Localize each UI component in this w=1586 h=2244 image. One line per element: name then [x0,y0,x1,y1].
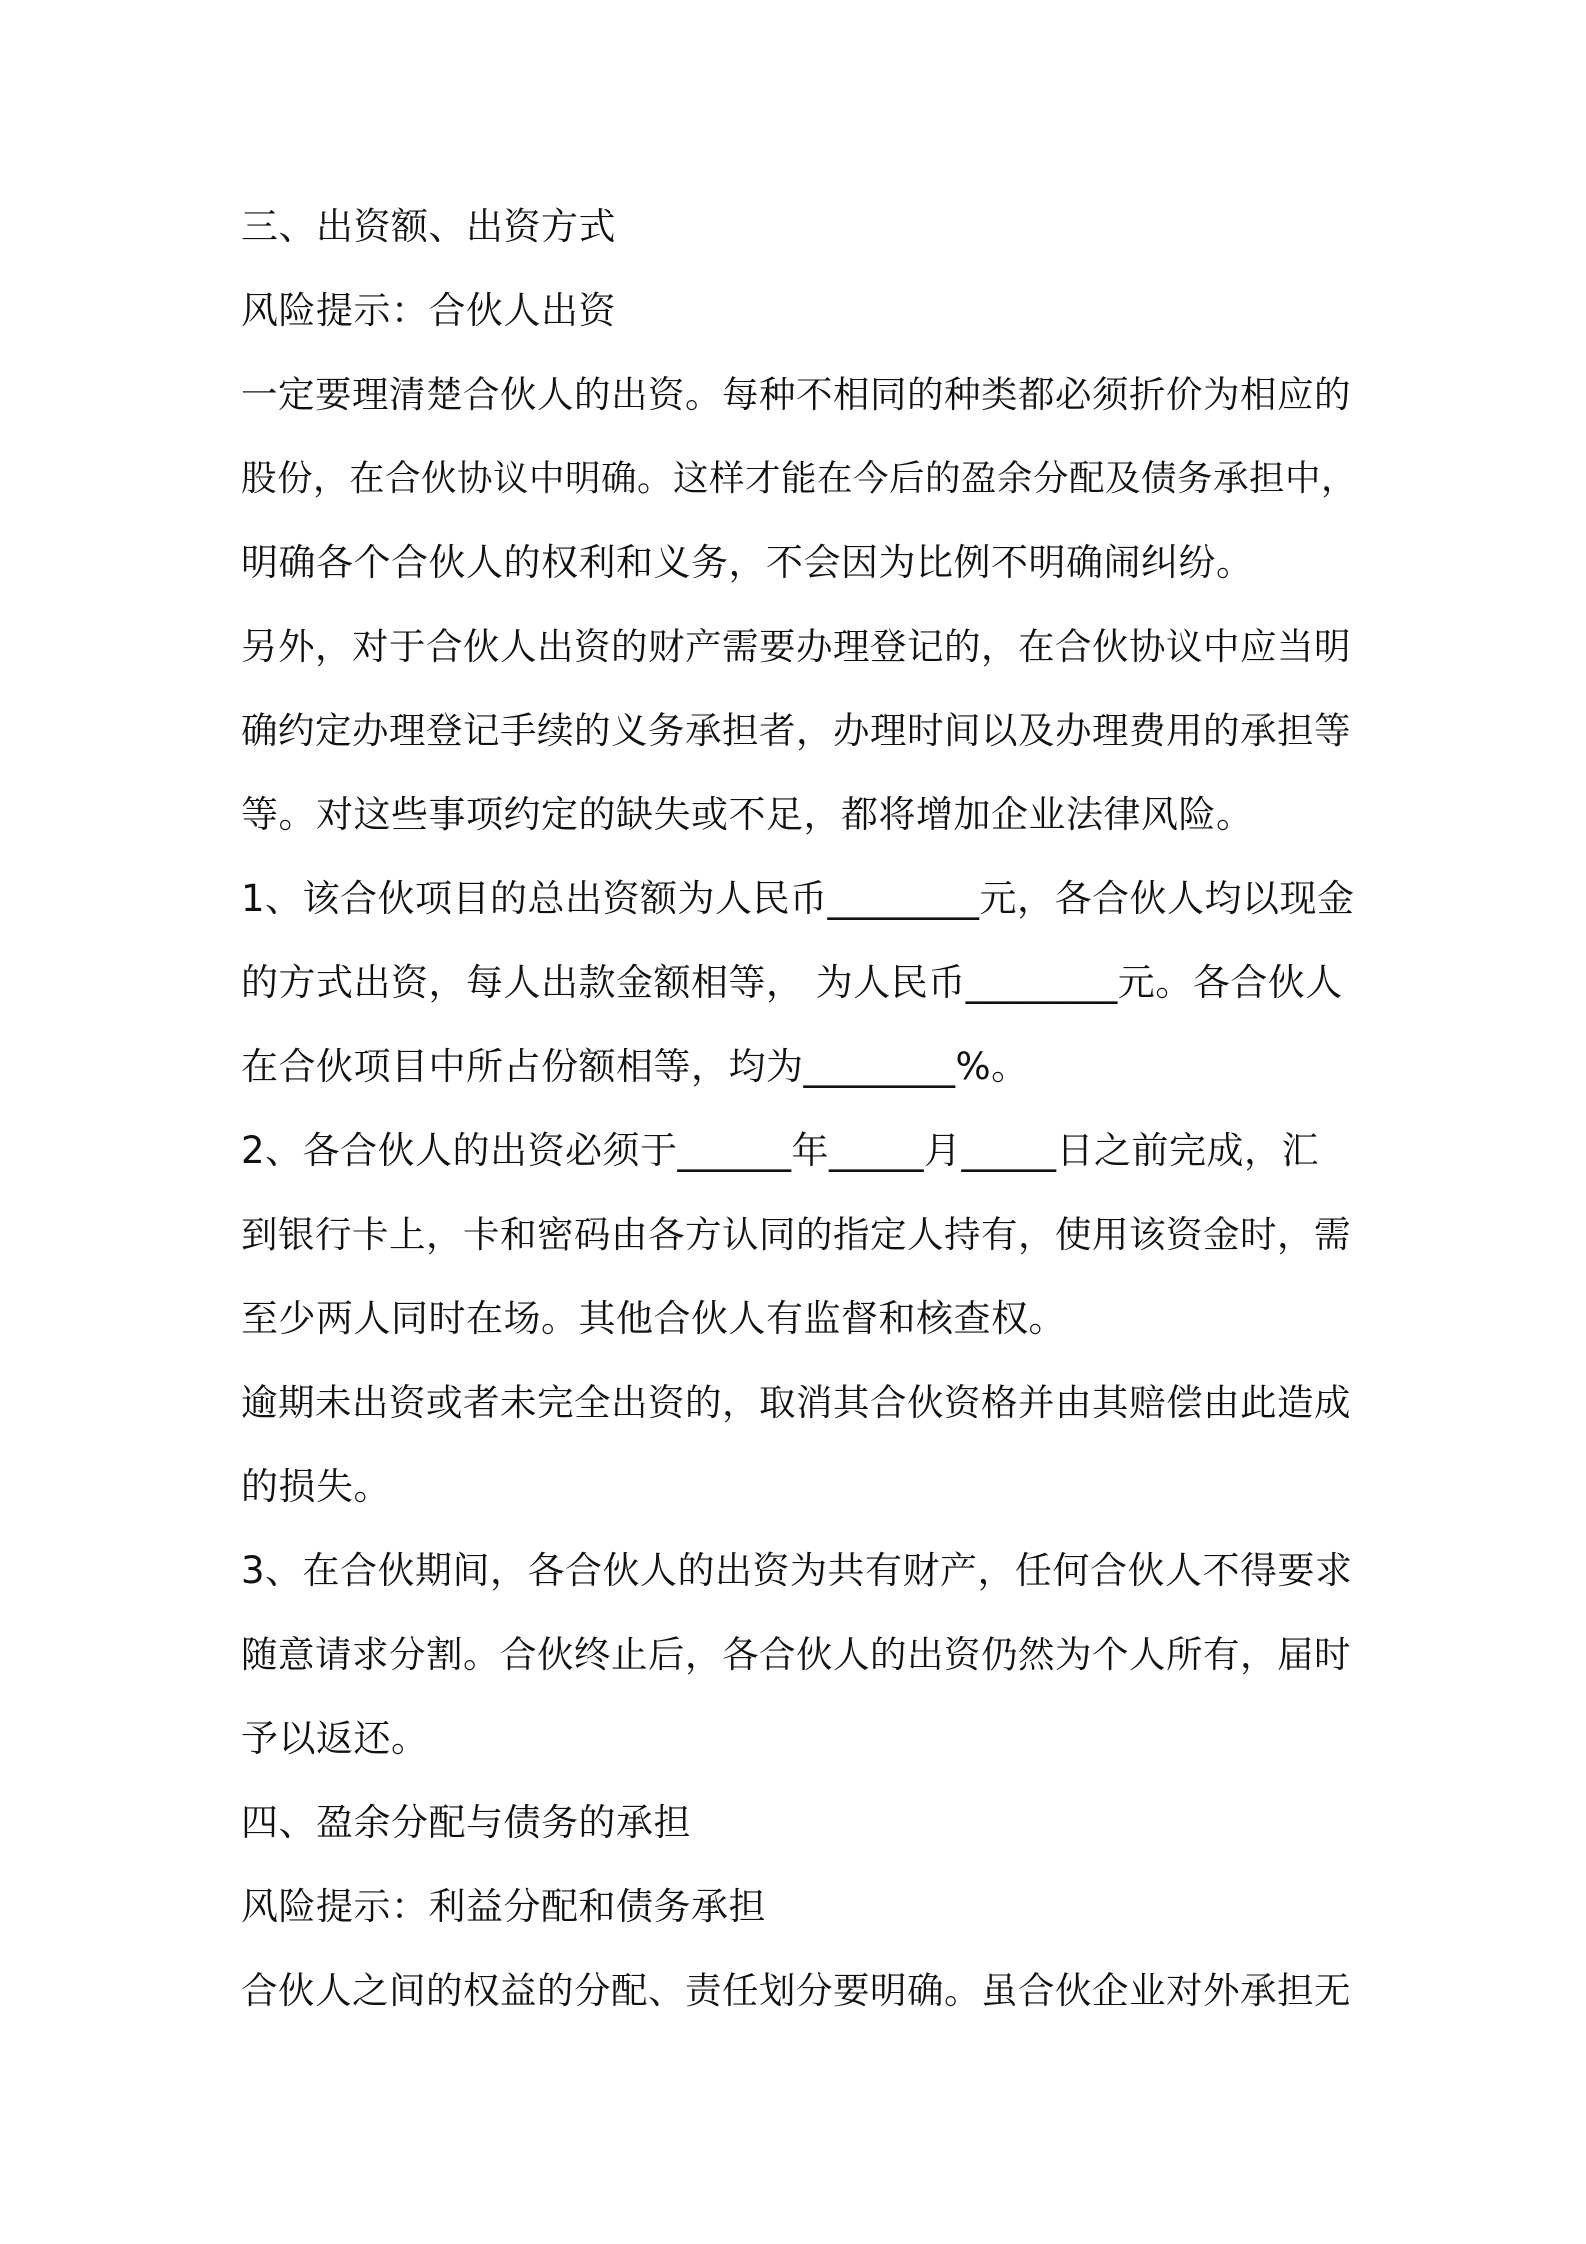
clause-3-line: 随意请求分割。合伙终止后，各合伙人的出资仍然为个人所有，届时 [241,1633,1351,1676]
paragraph-line: 的损失。 [241,1465,391,1508]
paragraph-line: 逾期未出资或者未完全出资的，取消其合伙资格并由其赔偿由此造成 [241,1381,1351,1424]
paragraph-line: 股份，在合伙协议中明确。这样才能在今后的盈余分配及债务承担中， [241,458,1358,499]
paragraph-line: 另外，对于合伙人出资的财产需要办理登记的，在合伙协议中应当明 [241,625,1351,668]
paragraph-line: 明确各个合伙人的权利和义务，不会因为比例不明确闹纠纷。 [241,541,1254,584]
section-heading-4: 四、盈余分配与债务的承担 [241,1801,691,1844]
clause-1-line: 1、该合伙项目的总出资额为人民币________元，各合伙人均以现金 [241,877,1355,920]
paragraph-line: 确约定办理登记手续的义务承担者，办理时间以及办理费用的承担等 [241,709,1351,752]
paragraph-line: 等。对这些事项约定的缺失或不足，都将增加企业法律风险。 [241,793,1254,836]
clause-2-line: 至少两人同时在场。其他合伙人有监督和核查权。 [241,1297,1066,1340]
clause-1-line: 在合伙项目中所占份额相等，均为________%。 [241,1045,1029,1088]
paragraph-line: 一定要理清楚合伙人的出资。每种不相同的种类都必须折价为相应的 [241,373,1351,416]
clause-1-line: 的方式出资，每人出款金额相等， 为人民币________元。各合伙人 [241,961,1343,1004]
clause-3-line: 3、在合伙期间，各合伙人的出资为共有财产，任何合伙人不得要求 [241,1549,1353,1592]
risk-tip-heading-profit-debt: 风险提示：利益分配和债务承担 [241,1885,766,1928]
clause-2-line: 到银行卡上，卡和密码由各方认同的指定人持有，使用该资金时，需 [241,1213,1351,1256]
paragraph-line: 合伙人之间的权益的分配、责任划分要明确。虽合伙企业对外承担无 [241,1969,1351,2012]
risk-tip-heading-partner-contribution: 风险提示：合伙人出资 [241,289,616,332]
section-heading-3: 三、出资额、出资方式 [241,205,616,248]
clause-2-line: 2、各合伙人的出资必须于______年_____月_____日之前完成，汇 [241,1129,1320,1172]
clause-3-line: 予以返还。 [241,1717,429,1760]
